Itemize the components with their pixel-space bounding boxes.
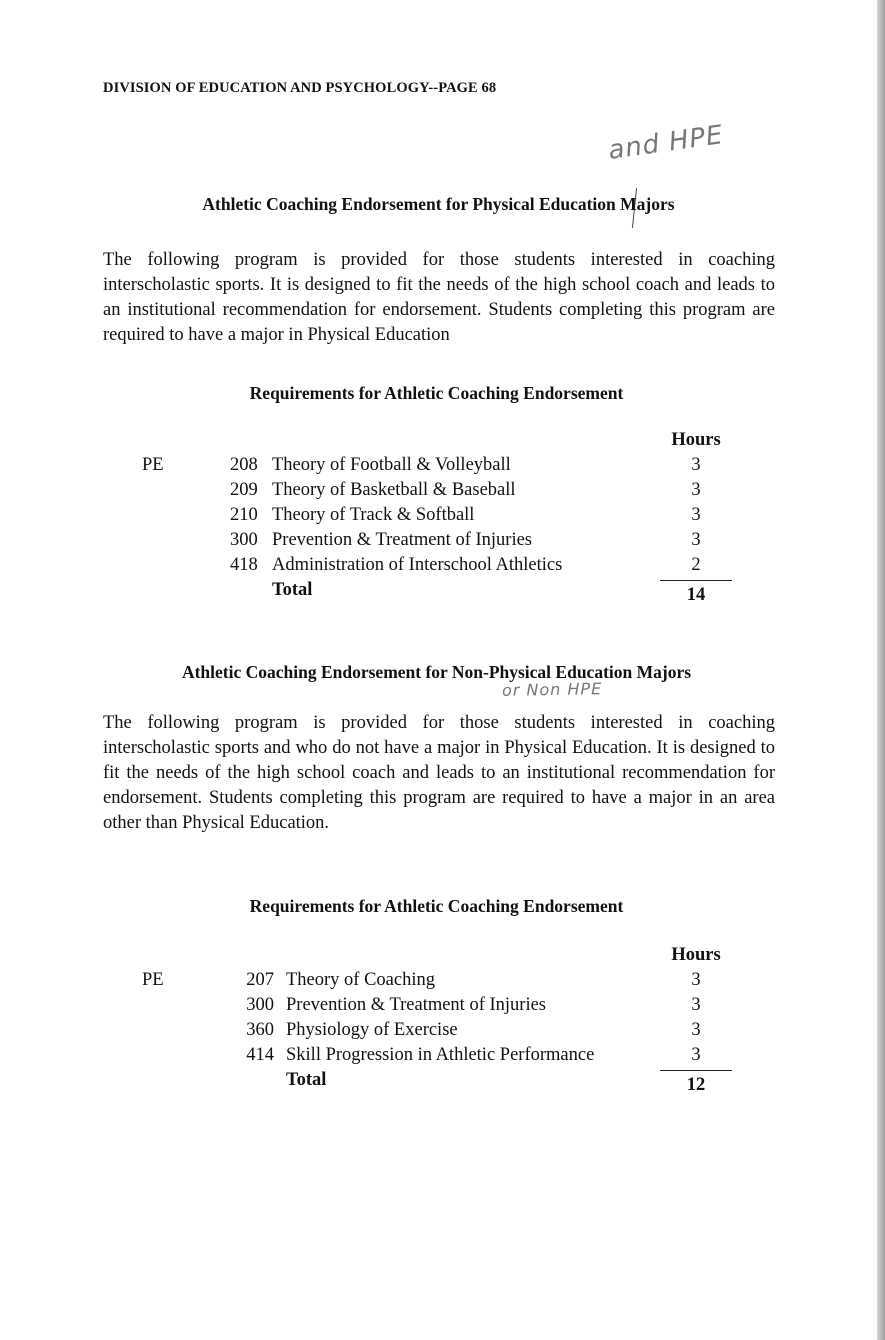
course-title: Theory of Track & Softball	[272, 505, 475, 525]
table-row	[142, 455, 736, 480]
table-row	[142, 1020, 736, 1045]
table-header-row	[142, 430, 736, 455]
handwritten-note-mid: or Non HPE	[501, 679, 603, 700]
total-rule	[660, 580, 732, 581]
total-value: 12	[686, 1075, 706, 1095]
handwritten-note-top: and HPE	[606, 120, 726, 166]
hours-column-header: Hours	[671, 430, 721, 450]
course-hours: 3	[691, 530, 701, 550]
course-title: Theory of Football & Volleyball	[272, 455, 511, 475]
course-hours: 3	[691, 480, 701, 500]
course-title: Prevention & Treatment of Injuries	[286, 995, 546, 1015]
course-hours: 3	[691, 995, 701, 1015]
table-row	[142, 555, 736, 580]
total-row	[142, 580, 736, 606]
section2-paragraph: The following program is provided for those students interested in coaching interscholastic sports and who do not have a major in Physical Education. It is designed to fit the needs of the high school coach and leads to an institutional recommendation for endorsement. Students completing this program are required to have a major in an area other than Physical Education.	[103, 713, 775, 833]
course-number: 208	[230, 455, 258, 475]
course-title: Skill Progression in Athletic Performance	[286, 1045, 595, 1065]
section1-requirements-heading: Requirements for Athletic Coaching Endorsement	[249, 383, 624, 403]
course-hours: 3	[691, 455, 701, 475]
course-number: 360	[246, 1020, 274, 1040]
table-row	[142, 970, 736, 995]
hours-column-header: Hours	[671, 945, 721, 965]
dept-code: PE	[142, 970, 164, 990]
section1-heading: Athletic Coaching Endorsement for Physical Education Majors	[202, 194, 675, 214]
table-row	[142, 530, 736, 555]
total-label: Total	[286, 1070, 327, 1090]
course-hours: 2	[691, 555, 701, 575]
section1-course-table	[142, 430, 736, 606]
total-value: 14	[686, 585, 706, 605]
course-hours: 3	[691, 505, 701, 525]
course-number: 210	[230, 505, 258, 525]
course-title: Administration of Interschool Athletics	[272, 555, 563, 575]
course-number: 300	[246, 995, 274, 1015]
course-number: 300	[230, 530, 258, 550]
table-row	[142, 480, 736, 505]
course-hours: 3	[691, 1020, 701, 1040]
course-title: Theory of Basketball & Baseball	[272, 480, 516, 500]
course-title: Theory of Coaching	[286, 970, 435, 990]
section2-heading: Athletic Coaching Endorsement for Non-Physical Education Majors	[181, 662, 692, 682]
course-hours: 3	[691, 970, 701, 990]
course-hours: 3	[691, 1045, 701, 1065]
course-title: Prevention & Treatment of Injuries	[272, 530, 532, 550]
course-title: Physiology of Exercise	[286, 1020, 458, 1040]
section2-requirements-heading: Requirements for Athletic Coaching Endorsement	[249, 896, 624, 916]
total-row	[142, 1070, 736, 1096]
total-rule	[660, 1070, 732, 1071]
table-row	[142, 505, 736, 530]
course-number: 209	[230, 480, 258, 500]
course-number: 418	[230, 555, 258, 575]
section1-paragraph: The following program is provided for those students interested in coaching interscholastic sports. It is designed to fit the needs of the high school coach and leads to an institutional recommendation for endorsement. Students completing this program are required to have a major in Physical Education	[103, 250, 775, 345]
total-label: Total	[272, 580, 313, 600]
page-header: DIVISION OF EDUCATION AND PSYCHOLOGY--PAGE 68	[103, 80, 497, 96]
section2-course-table	[142, 945, 736, 1096]
table-row	[142, 1045, 736, 1070]
table-row	[142, 995, 736, 1020]
course-number: 414	[246, 1045, 274, 1065]
course-number: 207	[246, 970, 274, 990]
dept-code: PE	[142, 455, 164, 475]
table-header-row	[142, 945, 736, 970]
